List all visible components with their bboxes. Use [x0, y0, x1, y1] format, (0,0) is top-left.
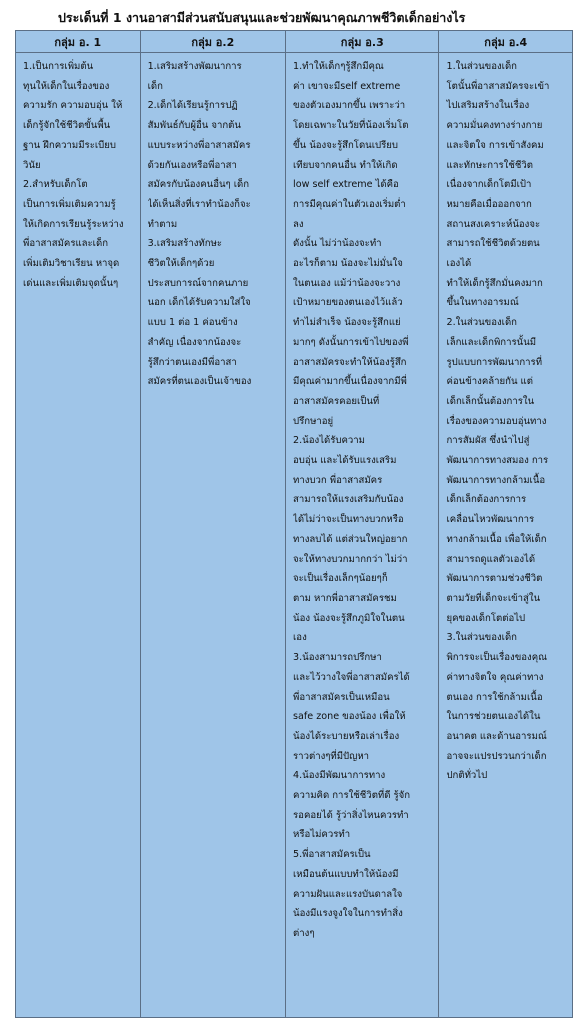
- text-line: สามารถให้แรงเสริมกับน้อง: [293, 494, 404, 506]
- paragraph: [446, 57, 567, 313]
- table-header-row: [16, 31, 572, 53]
- text-line: 1.เสริมสร้างพัฒนาการ: [147, 61, 242, 72]
- text-line: อาสาสมัครจะทำให้น้องรู้สึก: [293, 356, 407, 368]
- text-line: 1.ทำให้เด็กๆรู้สึกมีคุณ: [293, 61, 384, 72]
- text-line: ความคิด การใช้ชีวิตที่ดี รู้จัก: [293, 790, 411, 802]
- text-line: เด็กเล็กต้องการการ: [446, 494, 527, 506]
- text-line: พัฒนาการทางกล้ามเนื้อ: [446, 474, 546, 486]
- text-line: ตาม หากพี่อาสาสมัครชม: [293, 592, 397, 604]
- text-line: ในการช่วยตนเองได้ใน: [446, 711, 541, 723]
- text-line: เรื่องของความอบอุ่นทาง: [446, 415, 547, 427]
- text-line: ต่างๆ: [293, 927, 315, 939]
- paragraph: [23, 175, 135, 293]
- text-line: ทางกล้ามเนื้อ เพื่อให้เด็ก: [446, 533, 547, 545]
- text-line: 3.ในส่วนของเด็ก: [446, 632, 517, 644]
- text-line: หรือไม่ควรทำ: [293, 829, 351, 841]
- group-4-cell: [439, 53, 572, 1017]
- group-2-cell: [141, 53, 286, 1017]
- text-line: ราวต่างๆที่มีปัญหา: [293, 750, 370, 762]
- text-line: ขึ้น น้องจะรู้สึกโดนเปรียบ: [293, 139, 398, 151]
- text-line: เด็ก: [147, 80, 163, 92]
- text-line: เนื่องจากเด็กโตมีเป้า: [446, 179, 532, 191]
- header-group-2: กลุ่ม อ.2: [141, 31, 286, 52]
- text-line: มีคุณค่ามากขึ้นเนื่องจากมีพี่: [293, 376, 407, 388]
- text-line: ชีวิตให้เด็กๆด้วย: [147, 258, 215, 270]
- text-line: หมายคือเมื่อออกจาก: [446, 198, 532, 210]
- text-line: พัฒนาการทางสมอง การ: [446, 455, 549, 467]
- text-line: สมัครที่ตนเองเป็นเจ้าของ: [147, 376, 252, 388]
- text-line: รูปแบบการพัฒนาการที่: [446, 356, 543, 368]
- text-line: 2.สำหรับเด็กโต: [23, 179, 88, 191]
- text-line: พี่อาสาสมัครและเด็ก: [23, 238, 108, 250]
- text-line: ตนเอง การใช้กล้ามเนื้อ: [446, 691, 543, 703]
- text-line: น้องได้ระบายหรือเล่าเรื่อง: [293, 730, 400, 742]
- text-line: การมีคุณค่าในตัวเองเริ่มต่ำ: [293, 198, 406, 210]
- text-line: เด็กรู้จักใช้ชีวิตขั้นพื้น: [23, 120, 111, 132]
- text-line: โดยเฉพาะในวัยที่น้องเริ่มโต: [293, 120, 409, 132]
- text-line: เหมือนต้นแบบทำให้น้องมี: [293, 868, 399, 880]
- paragraph: [293, 234, 433, 431]
- text-line: เอง: [293, 632, 307, 644]
- text-line: เป้าหมายของตนเองไว้แล้ว: [293, 297, 403, 309]
- text-line: ด้วยกันเองหรือพี่อาสา: [147, 159, 237, 171]
- text-line: เล็กและเด็กพิการนั้นมี: [446, 336, 537, 348]
- text-line: low self extreme ได้คือ: [293, 179, 399, 191]
- text-line: ความมั่นคงทางร่างกาย: [446, 120, 543, 132]
- text-line: เป็นการเพิ่มเติมความรู้: [23, 198, 116, 210]
- text-line: รอคอยได้ รู้ว่าสิ่งไหนควรทำ: [293, 809, 409, 821]
- text-line: มากๆ ดังนั้นการเข้าไปของพี่: [293, 336, 409, 348]
- text-line: พัฒนาการตามช่วงชีวิต: [446, 573, 543, 585]
- paragraph: [148, 234, 280, 392]
- page-title: ประเด็นที่ 1 งานอาสามีส่วนสนับสนุนและช่วยพัฒนาคุณภาพชีวิตเด็กอย่างไร: [58, 10, 466, 25]
- text-line: เคลื่อนไหวพัฒนาการ: [446, 514, 535, 526]
- text-line: จะเป็นเรื่องเล็กๆน้อยๆก็: [293, 573, 388, 585]
- text-line: อาสาสมัครคอยเป็นที่: [293, 395, 380, 407]
- text-line: ทางลบได้ แต่ส่วนใหญ่อยาก: [293, 533, 408, 545]
- text-line: 1.เป็นการเพิ่มต้น: [23, 61, 94, 72]
- text-line: เด่นและเพิ่มเติมจุดนั้นๆ: [23, 277, 119, 289]
- text-line: safe zone ของน้อง เพื่อให้: [293, 711, 406, 723]
- text-line: 2.น้องได้รับความ: [293, 435, 366, 447]
- paragraph: [293, 845, 433, 944]
- text-line: ดังนั้น ไม่ว่าน้องจะทำ: [293, 238, 382, 250]
- group-1-cell: [16, 53, 141, 1017]
- groups-table: [15, 30, 573, 1018]
- header-group-1: กลุ่ม อ. 1: [16, 31, 141, 52]
- text-line: 2.เด็กได้เรียนรู้การปฏิ: [147, 100, 238, 112]
- paragraph: [148, 96, 280, 234]
- text-line: ให้เกิดการเรียนรู้ระหว่าง: [23, 218, 124, 230]
- text-line: ยุคของเด็กโตต่อไป: [446, 612, 526, 624]
- paragraph: [293, 648, 433, 766]
- text-line: เพิ่มเติมวิชาเรียน หาจุด: [23, 258, 120, 270]
- text-line: โตนั้นพี่อาสาสมัครจะเข้า: [446, 80, 550, 92]
- text-line: ค่า เขาจะมีself extreme: [293, 80, 401, 92]
- text-line: และทักษะการใช้ชีวิต: [446, 159, 533, 171]
- paragraph: [148, 57, 280, 96]
- text-line: ทำไม่สำเร็จ น้องจะรู้สึกแย่: [293, 317, 401, 329]
- text-line: ลง: [293, 218, 304, 230]
- text-line: 5.พี่อาสาสมัครเป็น: [293, 849, 371, 861]
- paragraph: [293, 431, 433, 648]
- group-3-cell: [286, 53, 439, 1017]
- text-line: น้อง น้องจะรู้สึกภูมิใจในตน: [293, 612, 405, 624]
- text-line: จะให้ทางบวกมากกว่า ไม่ว่า: [293, 553, 408, 565]
- text-line: ตามวัยที่เด็กจะเข้าสู่ใน: [446, 592, 541, 604]
- paragraph: [446, 628, 567, 786]
- text-line: พิการจะเป็นเรื่องของคุณ: [446, 652, 548, 664]
- text-line: ได้เห็นสิ่งที่เราทำน้องก็จะ: [147, 198, 251, 210]
- text-line: แบบ 1 ต่อ 1 ค่อนข้าง: [147, 317, 238, 329]
- text-line: สามารถใช้ชีวิตด้วยตน: [446, 238, 540, 250]
- paragraph: [446, 313, 567, 628]
- text-line: ปกติทั่วไป: [446, 770, 488, 782]
- text-line: น้องมีแรงจูงใจในการทำสิ่ง: [293, 908, 403, 920]
- text-line: ได้ไม่ว่าจะเป็นทางบวกหรือ: [293, 514, 404, 526]
- text-line: ค่าทางจิตใจ คุณค่าทาง: [446, 671, 544, 683]
- text-line: แบบระหว่างพี่อาสาสมัคร: [147, 139, 251, 151]
- text-line: 2.ในส่วนของเด็ก: [446, 317, 517, 329]
- text-line: นอก เด็กได้รับความใส่ใจ: [147, 297, 251, 309]
- text-line: สถานสงเคราะห์น้องจะ: [446, 218, 541, 230]
- text-line: ฐาน ฝึกความมีระเบียบ: [23, 139, 116, 151]
- text-line: 1.ในส่วนของเด็ก: [446, 61, 517, 72]
- text-line: อาจจะแปรปรวนกว่าเด็ก: [446, 750, 547, 762]
- text-line: 3.น้องสามารถปรึกษา: [293, 652, 382, 664]
- paragraph: [293, 57, 433, 234]
- text-line: ค่อนข้างคล้ายกัน แต่: [446, 376, 533, 388]
- text-line: อะไรก็ตาม น้องจะไม่มั่นใจ: [293, 258, 403, 270]
- text-line: สำคัญ เนื่องจากน้องจะ: [147, 336, 242, 348]
- text-line: ประสบการณ์จากคนภาย: [147, 277, 249, 289]
- text-line: สมัครกับน้องคนอื่นๆ เด็ก: [147, 179, 250, 191]
- text-line: ทำตาม: [147, 218, 178, 230]
- text-line: อบอุ่น และได้รับแรงเสริม: [293, 455, 397, 467]
- text-line: ปรึกษาอยู่: [293, 415, 334, 427]
- text-line: ทำให้เด็กรู้สึกมั่นคงมาก: [446, 277, 543, 289]
- text-line: อนาคต และด้านอารมณ์: [446, 730, 547, 742]
- text-line: สัมพันธ์กับผู้อื่น จากต้น: [147, 120, 241, 132]
- text-line: ทางบวก พี่อาสาสมัคร: [293, 474, 383, 486]
- text-line: ในตนเอง แม้ว่าน้องจะวาง: [293, 277, 401, 289]
- text-line: พี่อาสาสมัครเป็นเหมือน: [293, 691, 390, 703]
- text-line: ความรัก ความอบอุ่น ให้: [23, 100, 123, 112]
- table-body-row: [16, 53, 572, 1017]
- text-line: สามารถดูแลตัวเองได้: [446, 553, 536, 565]
- text-line: ทุนให้เด็กในเรื่องของ: [23, 80, 110, 92]
- text-line: รู้สึกว่าตนเองมีพี่อาสา: [147, 356, 237, 368]
- text-line: ขึ้นในทางอารมณ์: [446, 297, 519, 309]
- paragraph: [23, 57, 135, 175]
- text-line: การสัมผัส ซึ่งนำไปสู่: [446, 435, 530, 447]
- text-line: 3.เสริมสร้างทักษะ: [147, 238, 223, 250]
- text-line: วินัย: [23, 159, 41, 171]
- header-group-4: กลุ่ม อ.4: [484, 35, 528, 49]
- text-line: เด็กเล็กนั้นต้องการใน: [446, 395, 535, 407]
- text-line: และจิตใจ การเข้าสังคม: [446, 139, 544, 151]
- header-group-3: กลุ่ม อ.3: [286, 31, 439, 52]
- paragraph: [293, 766, 433, 845]
- text-line: 4.น้องมีพัฒนาการทาง: [293, 770, 386, 782]
- text-line: ความฝันและแรงบันดาลใจ: [293, 888, 403, 900]
- text-line: ไปเสริมสร้างในเรื่อง: [446, 100, 530, 112]
- text-line: และไว้วางใจพี่อาสาสมัครได้: [293, 671, 410, 683]
- text-line: เองได้: [446, 258, 472, 270]
- text-line: เทียบจากคนอื่น ทำให้เกิด: [293, 159, 398, 171]
- text-line: ของตัวเองมากขึ้น เพราะว่า: [293, 100, 406, 112]
